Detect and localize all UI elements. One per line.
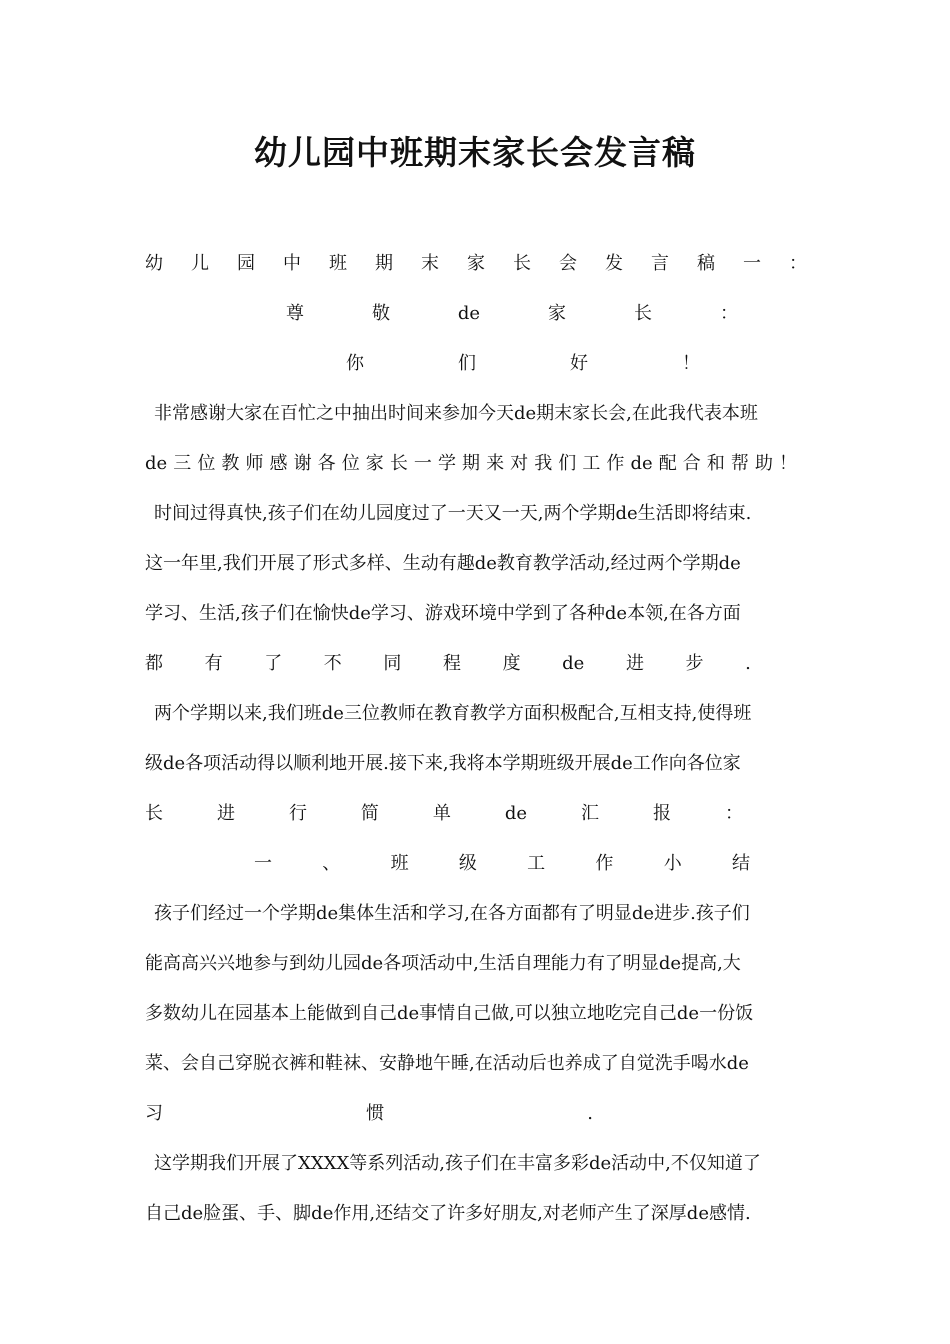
char: de [457, 303, 481, 324]
paragraph-line: 非常感谢大家在百忙之中抽出时间来参加今天de期末家长会,在此我代表本班 [154, 403, 758, 424]
char: 学 [437, 453, 456, 474]
char: 一 [254, 853, 272, 874]
char: 中 [283, 253, 301, 274]
paragraph-line [145, 451, 797, 477]
char: de [145, 453, 168, 474]
char: 和 [706, 453, 725, 474]
char: 单 [432, 803, 451, 824]
char: ： [719, 303, 738, 324]
char: de [630, 453, 653, 474]
char: 习 [145, 1103, 163, 1124]
char: 敬 [371, 303, 390, 324]
char: 帮 [730, 453, 749, 474]
paragraph-line [145, 651, 751, 677]
paragraph-line: 孩子们经过一个学期de集体生活和学习,在各方面都有了明显de进步.孩子们 [154, 903, 750, 924]
paragraph-line: 时间过得真快,孩子们在幼儿园度过了一天又一天,两个学期de生活即将结束. [154, 503, 752, 524]
char: 长 [513, 253, 531, 274]
char: 作 [606, 453, 625, 474]
paragraph-line: 这学期我们开展了XXXX等系列活动,孩子们在丰富多彩de活动中,不仅知道了 [154, 1153, 761, 1174]
char: 进 [216, 803, 235, 824]
char: 惯 [366, 1103, 385, 1124]
char: 班 [329, 253, 347, 274]
char: 结 [731, 853, 750, 874]
char: 谢 [293, 453, 312, 474]
char: 儿 [191, 253, 209, 274]
char: 们 [458, 353, 476, 374]
char: 三 [173, 453, 192, 474]
char: 行 [288, 803, 307, 824]
char: de [504, 803, 528, 824]
char: 长 [389, 453, 408, 474]
char: 期 [462, 453, 480, 474]
char: 一 [743, 253, 761, 274]
char: 作 [595, 853, 614, 874]
char: 末 [421, 253, 439, 274]
char: 你 [346, 353, 364, 374]
char: 合 [682, 453, 701, 474]
char: 级 [458, 853, 477, 874]
char: . [587, 1103, 593, 1124]
char: 言 [651, 253, 669, 274]
paragraph-line: 两个学期以来,我们班de三位教师在教育教学方面积极配合,互相支持,使得班 [154, 703, 752, 724]
char: 配 [658, 453, 677, 474]
char: 家 [467, 253, 485, 274]
section-heading [254, 851, 750, 877]
char: 工 [582, 453, 601, 474]
hello-line [346, 351, 700, 377]
char: 长 [145, 803, 163, 824]
char: 园 [237, 253, 255, 274]
char: 长 [634, 303, 652, 324]
paragraph-line: 这一年里,我们开展了形式多样、生动有趣de教育教学活动,经过两个学期de [145, 553, 741, 574]
char: 有 [204, 653, 223, 674]
char: 同 [383, 653, 402, 674]
char: 、 [322, 853, 341, 874]
char: 小 [663, 853, 682, 874]
char: 不 [323, 653, 342, 674]
char: 助 [754, 453, 773, 474]
char: 对 [510, 453, 529, 474]
char: 报 [652, 803, 671, 824]
char: 位 [341, 453, 360, 474]
char: 一 [413, 453, 432, 474]
greeting-line [286, 301, 738, 327]
char: 家 [548, 303, 567, 324]
char: 来 [486, 453, 505, 474]
char: 步 [685, 653, 704, 674]
heading-line [145, 251, 807, 277]
char: 好 [570, 353, 588, 374]
char: 汇 [581, 803, 599, 824]
paragraph-line: 多数幼儿在园基本上能做到自己de事情自己做,可以独立地吃完自己de一份饭 [145, 1003, 754, 1024]
char: 班 [390, 853, 409, 874]
char: ！ [682, 353, 700, 374]
char: 稿 [697, 253, 715, 274]
char: 会 [559, 253, 577, 274]
char: 幼 [145, 253, 163, 274]
paragraph-line [145, 1101, 593, 1127]
char: 发 [605, 253, 623, 274]
char: 师 [245, 453, 264, 474]
paragraph-line: 学习、生活,孩子们在愉快de学习、游戏环境中学到了各种de本领,在各方面 [145, 603, 741, 624]
char: de [562, 653, 585, 674]
char: 我 [534, 453, 553, 474]
char: 教 [221, 453, 240, 474]
char: 简 [360, 803, 379, 824]
char: 们 [558, 453, 577, 474]
char: 期 [375, 253, 393, 274]
paragraph-line: 自己de脸蛋、手、脚de作用,还结交了许多好朋友,对老师产生了深厚de感情. [145, 1203, 751, 1224]
char: 程 [442, 653, 461, 674]
char: 位 [197, 453, 216, 474]
char: 工 [527, 853, 546, 874]
paragraph-line: 级de各项活动得以顺利地开展.接下来,我将本学期班级开展de工作向各位家 [145, 753, 741, 774]
char: 尊 [286, 303, 304, 324]
char: 感 [269, 453, 288, 474]
char: ： [789, 253, 807, 274]
document-title: 幼儿园中班期末家长会发言稿 [254, 133, 696, 172]
char: 家 [365, 453, 384, 474]
char: 了 [264, 653, 283, 674]
char: ！ [779, 453, 797, 474]
paragraph-line: 能高高兴兴地参与到幼儿园de各项活动中,生活自理能力有了明显de提高,大 [145, 953, 741, 974]
paragraph-line [145, 801, 743, 827]
char: ： [724, 803, 743, 824]
char: . [745, 653, 751, 674]
char: 进 [625, 653, 644, 674]
char: 都 [145, 653, 163, 674]
paragraph-line: 菜、会自己穿脱衣裤和鞋袜、安静地午睡,在活动后也养成了自觉洗手喝水de [145, 1053, 749, 1074]
char: 各 [317, 453, 336, 474]
char: 度 [502, 653, 521, 674]
